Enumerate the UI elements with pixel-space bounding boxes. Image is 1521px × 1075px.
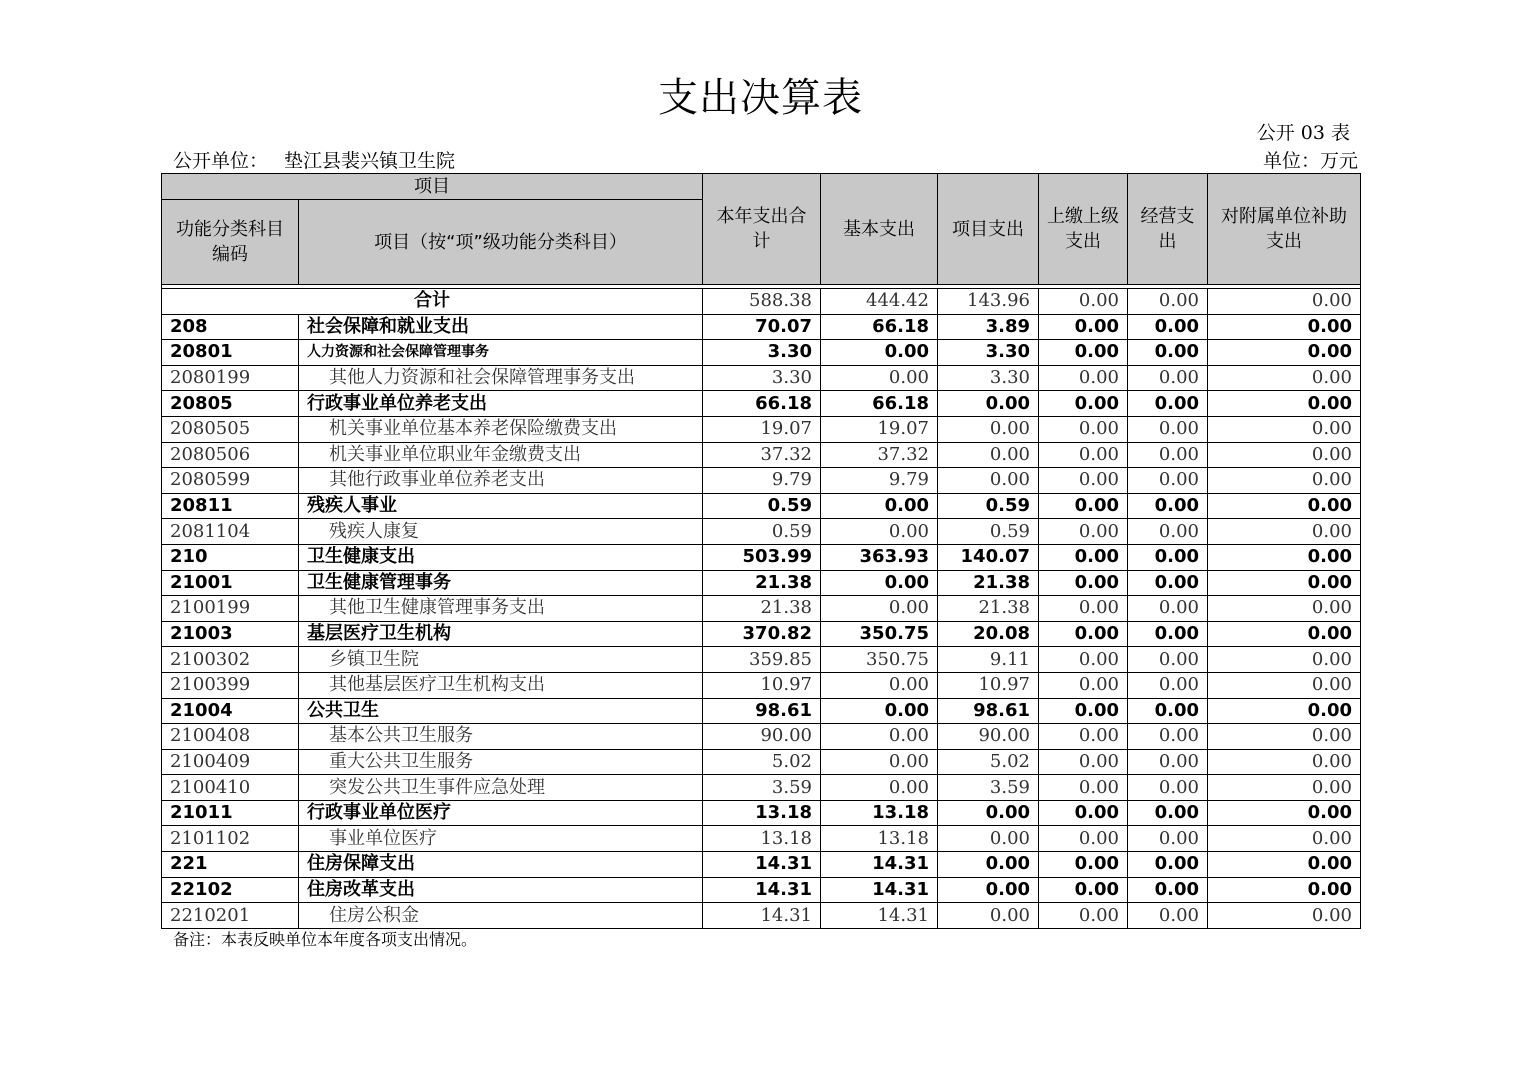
cell-basic: 0.00 <box>821 493 938 519</box>
cell-project: 0.59 <box>938 493 1039 519</box>
header-project: 项目 <box>162 174 703 200</box>
cell-subsidy: 0.00 <box>1208 749 1361 775</box>
header-subsidy: 对附属单位补助支出 <box>1208 174 1361 285</box>
cell-total: 359.85 <box>703 647 821 673</box>
cell-business: 0.00 <box>1128 493 1208 519</box>
cell-basic: 14.31 <box>821 903 938 929</box>
cell-basic: 0.00 <box>821 519 938 545</box>
cell-name: 事业单位医疗 <box>299 826 703 852</box>
cell-basic: 0.00 <box>821 596 938 622</box>
reporting-unit-label: 公开单位： <box>173 150 269 172</box>
cell-business: 0.00 <box>1128 852 1208 878</box>
cell-name: 其他行政事业单位养老支出 <box>299 468 703 494</box>
cell-business: 0.00 <box>1128 672 1208 698</box>
footnote: 备注：本表反映单位本年度各项支出情况。 <box>173 930 478 949</box>
cell-subsidy: 0.00 <box>1208 442 1361 468</box>
cell-subsidy: 0.00 <box>1208 647 1361 673</box>
cell-total: 5.02 <box>703 749 821 775</box>
cell-total: 66.18 <box>703 391 821 417</box>
cell-business: 0.00 <box>1128 416 1208 442</box>
cell-business: 0.00 <box>1128 647 1208 673</box>
cell-business: 0.00 <box>1128 391 1208 417</box>
cell-basic: 66.18 <box>821 391 938 417</box>
cell-subsidy: 0.00 <box>1208 903 1361 929</box>
table-row <box>162 647 1361 673</box>
cell-remit: 0.00 <box>1039 647 1128 673</box>
cell-total: 98.61 <box>703 698 821 724</box>
cell-subsidy: 0.00 <box>1208 493 1361 519</box>
cell-name: 其他人力资源和社会保障管理事务支出 <box>299 365 703 391</box>
cell-name: 卫生健康管理事务 <box>299 570 703 596</box>
cell-project: 3.30 <box>938 340 1039 366</box>
cell-subsidy: 0.00 <box>1208 416 1361 442</box>
cell-total: 503.99 <box>703 544 821 570</box>
cell-project: 0.59 <box>938 519 1039 545</box>
cell-project: 0.00 <box>938 826 1039 852</box>
cell-business: 0.00 <box>1128 596 1208 622</box>
cell-total: 9.79 <box>703 468 821 494</box>
table-row <box>162 570 1361 596</box>
table-row <box>162 314 1361 340</box>
table-row <box>162 877 1361 903</box>
cell-project: 0.00 <box>938 468 1039 494</box>
cell-code: 20805 <box>162 391 299 417</box>
cell-code: 2100408 <box>162 724 299 750</box>
cell-code: 2210201 <box>162 903 299 929</box>
cell-remit: 0.00 <box>1039 877 1128 903</box>
cell-basic: 37.32 <box>821 442 938 468</box>
cell-code: 210 <box>162 544 299 570</box>
cell-total: 10.97 <box>703 672 821 698</box>
cell-remit: 0.00 <box>1039 391 1128 417</box>
cell-subsidy: 0.00 <box>1208 775 1361 801</box>
cell-project: 21.38 <box>938 596 1039 622</box>
header-basic: 基本支出 <box>821 174 938 285</box>
total-cell-remit: 0.00 <box>1039 289 1128 315</box>
cell-subsidy: 0.00 <box>1208 698 1361 724</box>
cell-name: 住房保障支出 <box>299 852 703 878</box>
cell-name: 住房改革支出 <box>299 877 703 903</box>
cell-code: 21001 <box>162 570 299 596</box>
cell-remit: 0.00 <box>1039 442 1128 468</box>
cell-total: 21.38 <box>703 596 821 622</box>
table-row <box>162 519 1361 545</box>
table-row <box>162 442 1361 468</box>
cell-remit: 0.00 <box>1039 468 1128 494</box>
total-cell-basic: 444.42 <box>821 289 938 315</box>
cell-name: 机关事业单位基本养老保险缴费支出 <box>299 416 703 442</box>
cell-business: 0.00 <box>1128 314 1208 340</box>
cell-name: 重大公共卫生服务 <box>299 749 703 775</box>
cell-basic: 14.31 <box>821 852 938 878</box>
table-row <box>162 493 1361 519</box>
cell-remit: 0.00 <box>1039 724 1128 750</box>
cell-total: 14.31 <box>703 852 821 878</box>
header-code: 功能分类科目编码 <box>162 200 299 285</box>
cell-basic: 350.75 <box>821 621 938 647</box>
cell-code: 2080505 <box>162 416 299 442</box>
cell-name: 行政事业单位医疗 <box>299 800 703 826</box>
cell-total: 21.38 <box>703 570 821 596</box>
cell-project: 5.02 <box>938 749 1039 775</box>
cell-remit: 0.00 <box>1039 852 1128 878</box>
cell-code: 2081104 <box>162 519 299 545</box>
total-row <box>162 289 1361 315</box>
reporting-unit-name: 垫江县裴兴镇卫生院 <box>284 150 456 172</box>
cell-business: 0.00 <box>1128 724 1208 750</box>
cell-code: 2080599 <box>162 468 299 494</box>
cell-project: 10.97 <box>938 672 1039 698</box>
cell-basic: 0.00 <box>821 775 938 801</box>
total-cell-subsidy: 0.00 <box>1208 289 1361 315</box>
table-row <box>162 544 1361 570</box>
table-row <box>162 749 1361 775</box>
cell-name: 其他卫生健康管理事务支出 <box>299 596 703 622</box>
cell-business: 0.00 <box>1128 621 1208 647</box>
table-row <box>162 672 1361 698</box>
cell-remit: 0.00 <box>1039 544 1128 570</box>
header-name: 项目（按“项”级功能分类科目） <box>299 200 703 285</box>
cell-code: 21011 <box>162 800 299 826</box>
cell-basic: 14.31 <box>821 877 938 903</box>
cell-name: 乡镇卫生院 <box>299 647 703 673</box>
table-row <box>162 365 1361 391</box>
cell-basic: 0.00 <box>821 672 938 698</box>
cell-subsidy: 0.00 <box>1208 621 1361 647</box>
table-row <box>162 416 1361 442</box>
cell-code: 2100409 <box>162 749 299 775</box>
cell-name: 住房公积金 <box>299 903 703 929</box>
cell-total: 3.59 <box>703 775 821 801</box>
header-total: 本年支出合计 <box>703 174 821 285</box>
cell-basic: 13.18 <box>821 800 938 826</box>
cell-basic: 19.07 <box>821 416 938 442</box>
cell-code: 2100410 <box>162 775 299 801</box>
table-row <box>162 800 1361 826</box>
cell-name: 社会保障和就业支出 <box>299 314 703 340</box>
cell-total: 70.07 <box>703 314 821 340</box>
cell-code: 2100199 <box>162 596 299 622</box>
cell-total: 370.82 <box>703 621 821 647</box>
header-business: 经营支出 <box>1128 174 1208 285</box>
cell-remit: 0.00 <box>1039 826 1128 852</box>
total-label: 合计 <box>162 289 703 315</box>
cell-total: 13.18 <box>703 800 821 826</box>
cell-project: 0.00 <box>938 391 1039 417</box>
cell-business: 0.00 <box>1128 570 1208 596</box>
cell-name: 机关事业单位职业年金缴费支出 <box>299 442 703 468</box>
cell-subsidy: 0.00 <box>1208 314 1361 340</box>
cell-code: 21004 <box>162 698 299 724</box>
cell-basic: 0.00 <box>821 749 938 775</box>
cell-project: 20.08 <box>938 621 1039 647</box>
cell-basic: 66.18 <box>821 314 938 340</box>
cell-code: 20811 <box>162 493 299 519</box>
cell-remit: 0.00 <box>1039 416 1128 442</box>
cell-business: 0.00 <box>1128 340 1208 366</box>
cell-basic: 0.00 <box>821 698 938 724</box>
cell-name: 行政事业单位养老支出 <box>299 391 703 417</box>
cell-code: 2101102 <box>162 826 299 852</box>
cell-total: 3.30 <box>703 365 821 391</box>
cell-total: 0.59 <box>703 493 821 519</box>
table-row <box>162 724 1361 750</box>
total-cell-total: 588.38 <box>703 289 821 315</box>
cell-name: 基本公共卫生服务 <box>299 724 703 750</box>
cell-name: 其他基层医疗卫生机构支出 <box>299 672 703 698</box>
cell-business: 0.00 <box>1128 826 1208 852</box>
header-remit: 上缴上级支出 <box>1039 174 1128 285</box>
expenditure-table <box>161 173 1361 929</box>
cell-business: 0.00 <box>1128 749 1208 775</box>
cell-name: 残疾人事业 <box>299 493 703 519</box>
cell-project: 98.61 <box>938 698 1039 724</box>
cell-business: 0.00 <box>1128 519 1208 545</box>
cell-basic: 0.00 <box>821 724 938 750</box>
table-row <box>162 903 1361 929</box>
cell-total: 14.31 <box>703 877 821 903</box>
cell-name: 突发公共卫生事件应急处理 <box>299 775 703 801</box>
cell-project: 3.30 <box>938 365 1039 391</box>
cell-name: 卫生健康支出 <box>299 544 703 570</box>
cell-remit: 0.00 <box>1039 365 1128 391</box>
cell-code: 21003 <box>162 621 299 647</box>
form-number: 公开 03 表 <box>1256 122 1350 144</box>
cell-name: 残疾人康复 <box>299 519 703 545</box>
cell-subsidy: 0.00 <box>1208 800 1361 826</box>
cell-remit: 0.00 <box>1039 493 1128 519</box>
cell-total: 0.59 <box>703 519 821 545</box>
cell-basic: 0.00 <box>821 365 938 391</box>
cell-basic: 13.18 <box>821 826 938 852</box>
cell-code: 2080199 <box>162 365 299 391</box>
reporting-unit <box>173 146 455 173</box>
table-row <box>162 826 1361 852</box>
cell-subsidy: 0.00 <box>1208 468 1361 494</box>
cell-total: 13.18 <box>703 826 821 852</box>
cell-remit: 0.00 <box>1039 519 1128 545</box>
cell-total: 14.31 <box>703 903 821 929</box>
cell-remit: 0.00 <box>1039 314 1128 340</box>
cell-subsidy: 0.00 <box>1208 852 1361 878</box>
cell-total: 19.07 <box>703 416 821 442</box>
cell-remit: 0.00 <box>1039 903 1128 929</box>
cell-business: 0.00 <box>1128 800 1208 826</box>
cell-subsidy: 0.00 <box>1208 544 1361 570</box>
cell-subsidy: 0.00 <box>1208 596 1361 622</box>
cell-subsidy: 0.00 <box>1208 826 1361 852</box>
cell-remit: 0.00 <box>1039 698 1128 724</box>
cell-remit: 0.00 <box>1039 340 1128 366</box>
table-row <box>162 340 1361 366</box>
cell-project: 3.89 <box>938 314 1039 340</box>
cell-project: 0.00 <box>938 800 1039 826</box>
cell-subsidy: 0.00 <box>1208 570 1361 596</box>
cell-business: 0.00 <box>1128 903 1208 929</box>
cell-project: 9.11 <box>938 647 1039 673</box>
cell-subsidy: 0.00 <box>1208 340 1361 366</box>
cell-code: 2100399 <box>162 672 299 698</box>
cell-total: 90.00 <box>703 724 821 750</box>
cell-business: 0.00 <box>1128 544 1208 570</box>
cell-project: 21.38 <box>938 570 1039 596</box>
table-body <box>162 289 1361 929</box>
cell-basic: 0.00 <box>821 340 938 366</box>
cell-project: 0.00 <box>938 877 1039 903</box>
cell-project: 0.00 <box>938 903 1039 929</box>
cell-subsidy: 0.00 <box>1208 519 1361 545</box>
cell-total: 37.32 <box>703 442 821 468</box>
cell-remit: 0.00 <box>1039 775 1128 801</box>
table-row <box>162 775 1361 801</box>
cell-basic: 363.93 <box>821 544 938 570</box>
table-row <box>162 468 1361 494</box>
cell-remit: 0.00 <box>1039 596 1128 622</box>
cell-remit: 0.00 <box>1039 672 1128 698</box>
table-row <box>162 621 1361 647</box>
cell-subsidy: 0.00 <box>1208 365 1361 391</box>
total-cell-business: 0.00 <box>1128 289 1208 315</box>
cell-code: 221 <box>162 852 299 878</box>
cell-total: 3.30 <box>703 340 821 366</box>
cell-business: 0.00 <box>1128 877 1208 903</box>
currency-unit: 单位：万元 <box>1262 150 1358 172</box>
cell-basic: 350.75 <box>821 647 938 673</box>
cell-basic: 9.79 <box>821 468 938 494</box>
table-row <box>162 391 1361 417</box>
cell-project: 3.59 <box>938 775 1039 801</box>
cell-name: 基层医疗卫生机构 <box>299 621 703 647</box>
cell-code: 20801 <box>162 340 299 366</box>
cell-basic: 0.00 <box>821 570 938 596</box>
cell-remit: 0.00 <box>1039 621 1128 647</box>
cell-remit: 0.00 <box>1039 570 1128 596</box>
cell-business: 0.00 <box>1128 365 1208 391</box>
cell-name: 人力资源和社会保障管理事务 <box>299 340 703 366</box>
cell-subsidy: 0.00 <box>1208 724 1361 750</box>
cell-project: 0.00 <box>938 852 1039 878</box>
cell-project: 0.00 <box>938 416 1039 442</box>
header-project-expenditure: 项目支出 <box>938 174 1039 285</box>
cell-business: 0.00 <box>1128 442 1208 468</box>
cell-code: 2100302 <box>162 647 299 673</box>
cell-remit: 0.00 <box>1039 749 1128 775</box>
cell-project: 90.00 <box>938 724 1039 750</box>
cell-project: 140.07 <box>938 544 1039 570</box>
cell-remit: 0.00 <box>1039 800 1128 826</box>
cell-business: 0.00 <box>1128 775 1208 801</box>
cell-business: 0.00 <box>1128 698 1208 724</box>
cell-code: 22102 <box>162 877 299 903</box>
table-row <box>162 698 1361 724</box>
cell-business: 0.00 <box>1128 468 1208 494</box>
total-cell-project: 143.96 <box>938 289 1039 315</box>
cell-subsidy: 0.00 <box>1208 877 1361 903</box>
page-title: 支出决算表 <box>658 75 863 121</box>
cell-code: 2080506 <box>162 442 299 468</box>
cell-subsidy: 0.00 <box>1208 672 1361 698</box>
table-row <box>162 852 1361 878</box>
cell-project: 0.00 <box>938 442 1039 468</box>
table-row <box>162 596 1361 622</box>
cell-name: 公共卫生 <box>299 698 703 724</box>
cell-subsidy: 0.00 <box>1208 391 1361 417</box>
cell-code: 208 <box>162 314 299 340</box>
